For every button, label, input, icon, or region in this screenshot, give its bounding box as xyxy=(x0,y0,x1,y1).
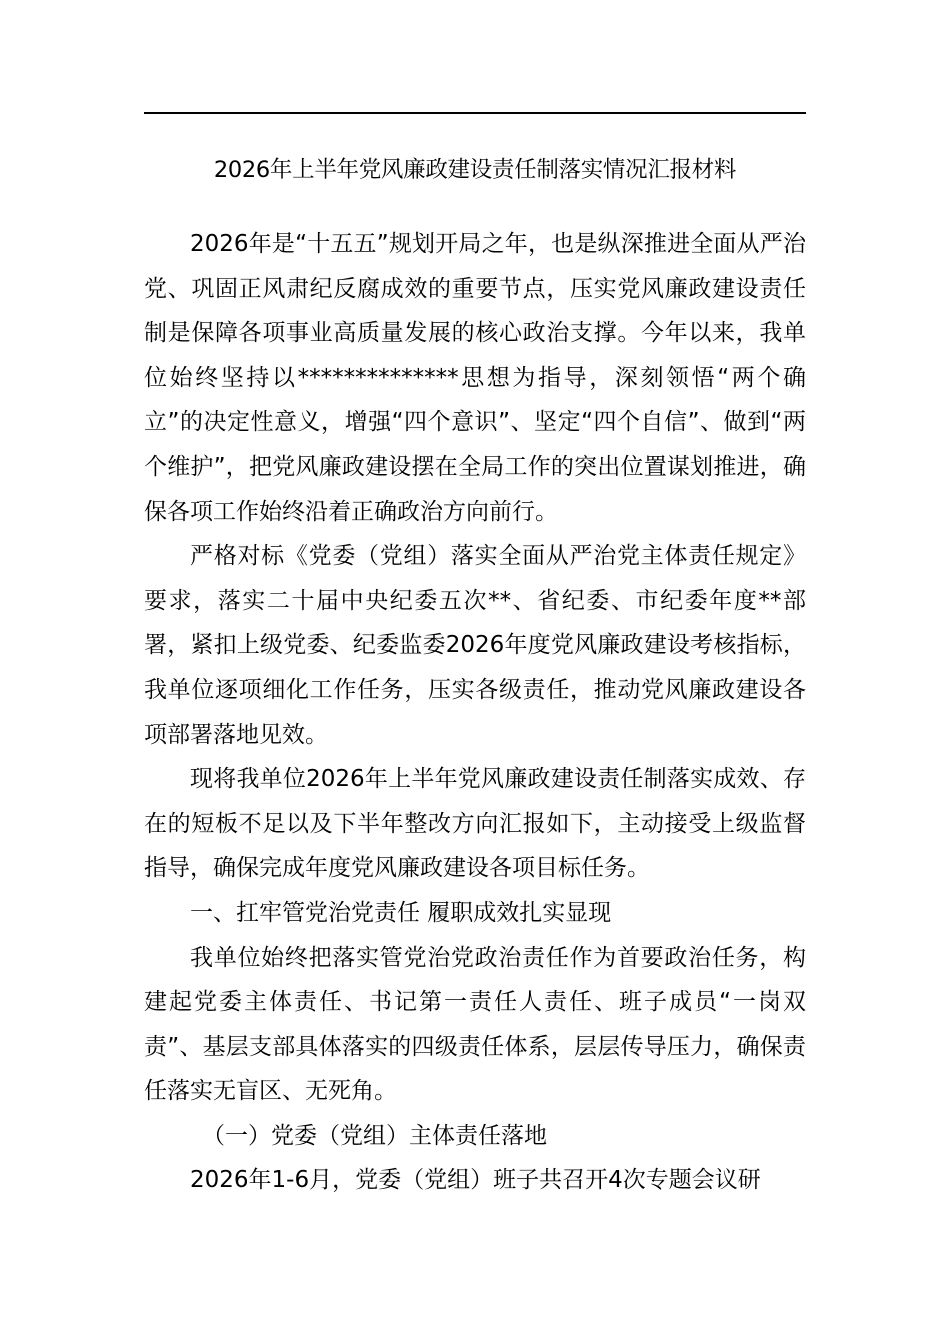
intro-paragraph-3: 现将我单位2026年上半年党风廉政建设责任制落实成效、存在的短板不足以及下半年整改方向汇报如下，主动接受上级监督指导，确保完成年度党风廉政建设各项目标任务。 xyxy=(144,766,806,882)
section-1-paragraph: 我单位始终把落实管党治党政治责任作为首要政治任务，构建起党委主体责任、书记第一责任人责任、班子成员“一岗双责”、基层支部具体落实的四级责任体系，层层传导压力，确保责任落实无盲区、无死角。 xyxy=(144,944,806,1105)
subsection-1-paragraph: 2026年1-6月，党委（党组）班子共召开4次专题会议研 xyxy=(190,1167,761,1194)
header-rule xyxy=(144,112,806,114)
document-body xyxy=(144,222,806,1203)
section-1-heading: 一、扛牢管党治党责任 履职成效扎实显现 xyxy=(190,899,612,926)
intro-paragraph-2: 严格对标《党委（党组）落实全面从严治党主体责任规定》要求，落实二十届中央纪委五次**、省纪委、市纪委年度**部署，紧扣上级党委、纪委监委2026年度党风廉政建设考核指标，我单位逐项细化工作任务，压实各级责任，推动党风廉政建设各项部署落地见效。 xyxy=(144,543,806,748)
intro-paragraph-1: 2026年是“十五五”规划开局之年，也是纵深推进全面从严治党、巩固正风肃纪反腐成效的重要节点，压实党风廉政建设责任制是保障各项事业高质量发展的核心政治支撑。今年以来，我单位始终坚持以**************思想为指导，深刻领悟“两个确立”的决定性意义，增强“四个意识”、坚定“四个自信”、做到“两个维护”，把党风廉政建设摆在全局工作的突出位置谋划推进，确保各项工作始终沿着正确政治方向前行。 xyxy=(144,231,806,525)
subsection-1-heading: （一）党委（党组）主体责任落地 xyxy=(202,1122,547,1149)
document-title: 2026年上半年党风廉政建设责任制落实情况汇报材料 xyxy=(213,157,737,183)
